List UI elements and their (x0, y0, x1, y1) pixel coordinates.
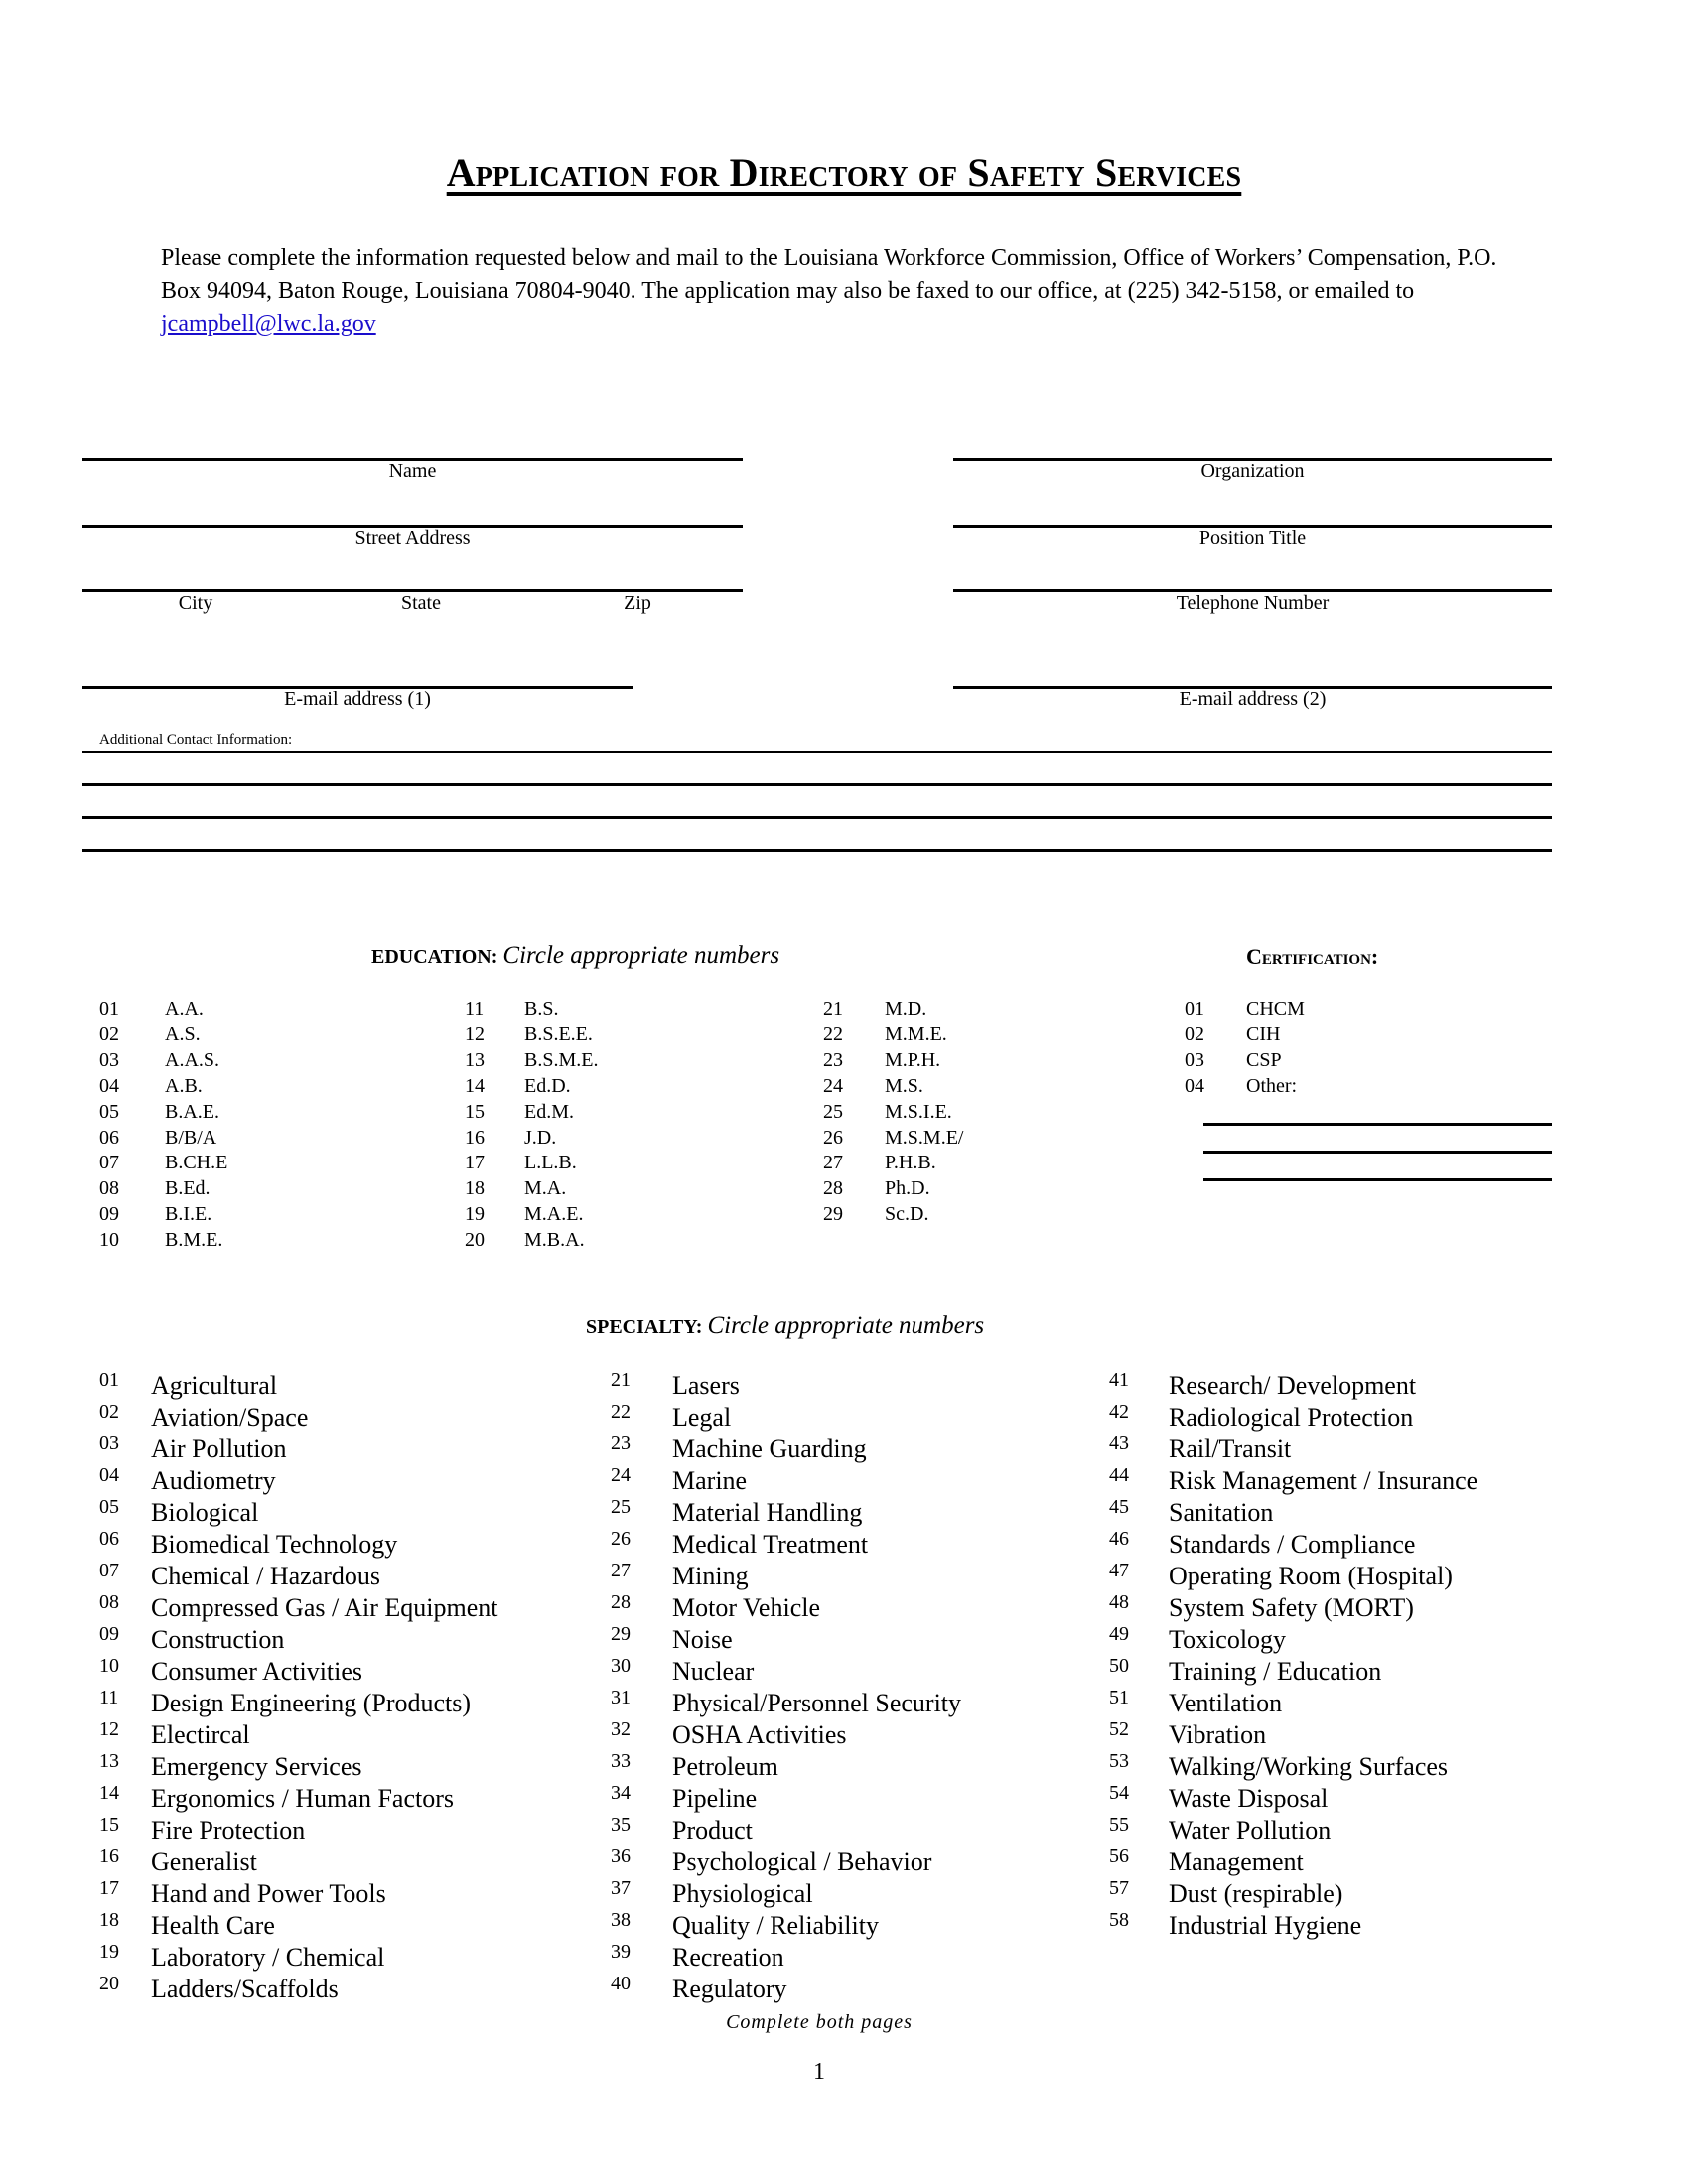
specialty-option-number[interactable]: 54 (1109, 1782, 1129, 1804)
certification-option-label: Other: (1246, 1074, 1298, 1097)
specialty-option-number[interactable]: 57 (1109, 1877, 1129, 1899)
specialty-option-number[interactable]: 44 (1109, 1464, 1129, 1486)
education-option-label: M.P.H. (885, 1048, 941, 1071)
education-option-number[interactable]: 14 (465, 1074, 485, 1097)
specialty-option-label: Physical/Personnel Security (672, 1689, 962, 1717)
education-option-label: M.A.E. (524, 1203, 584, 1226)
telephone-label: Telephone Number (1176, 592, 1330, 614)
specialty-option-label: Vibration (1169, 1720, 1267, 1749)
education-option-label: M.S. (885, 1074, 923, 1097)
specialty-option-number[interactable]: 36 (611, 1845, 631, 1867)
specialty-option-label: Petroleum (672, 1752, 778, 1781)
state-label: State (401, 592, 441, 614)
specialty-option-number[interactable]: 19 (99, 1941, 119, 1963)
specialty-option-label: Lasers (672, 1371, 740, 1400)
specialty-option-number[interactable]: 46 (1109, 1528, 1129, 1550)
certification-option-label: CIH (1246, 1023, 1281, 1045)
specialty-heading-label: SPECIALTY: (586, 1316, 703, 1338)
specialty-option-label: Biological (151, 1498, 259, 1527)
specialty-option-label: Biomedical Technology (151, 1530, 398, 1559)
education-heading-label: EDUCATION: (371, 946, 498, 968)
specialty-option-label: Air Pollution (151, 1434, 287, 1463)
specialty-option-number[interactable]: 20 (99, 1973, 119, 1994)
specialty-option-label: Motor Vehicle (672, 1593, 820, 1622)
specialty-option-label: Machine Guarding (672, 1434, 867, 1463)
specialty-option-number[interactable]: 51 (1109, 1687, 1129, 1708)
education-option-number[interactable]: 11 (465, 998, 485, 1020)
specialty-option-label: Aviation/Space (151, 1403, 309, 1432)
education-option-number[interactable]: 29 (823, 1203, 843, 1226)
education-option-label: J.D. (524, 1126, 557, 1149)
specialty-option-label: Emergency Services (151, 1752, 362, 1781)
education-option-label: B.CH.E (165, 1152, 228, 1174)
specialty-heading (586, 1312, 984, 1340)
education-option-number[interactable]: 28 (823, 1177, 843, 1200)
education-option-number[interactable]: 27 (823, 1152, 843, 1174)
specialty-option-label: Ladders/Scaffolds (151, 1975, 339, 2003)
education-option-number[interactable]: 22 (823, 1023, 843, 1045)
specialty-option-number[interactable]: 48 (1109, 1591, 1129, 1613)
specialty-option-number[interactable]: 03 (99, 1433, 119, 1454)
specialty-option-number[interactable]: 28 (611, 1591, 631, 1613)
specialty-option-label: Psychological / Behavior (672, 1847, 932, 1876)
specialty-option-number[interactable]: 58 (1109, 1909, 1129, 1931)
specialty-option-label: Industrial Hygiene (1169, 1911, 1362, 1940)
specialty-option-label: Standards / Compliance (1169, 1530, 1416, 1559)
education-option-label: Sc.D. (885, 1203, 929, 1226)
education-option-number[interactable]: 04 (99, 1074, 119, 1097)
education-instruction: Circle appropriate numbers (502, 942, 780, 969)
certification-option-label: CSP (1246, 1048, 1282, 1071)
specialty-option-number[interactable]: 56 (1109, 1845, 1129, 1867)
specialty-option-number[interactable]: 33 (611, 1750, 631, 1772)
specialty-option-label: Design Engineering (Products) (151, 1689, 472, 1717)
specialty-option-number[interactable]: 01 (99, 1369, 119, 1391)
education-option-number[interactable]: 02 (99, 1023, 119, 1045)
specialty-option-label: Material Handling (672, 1498, 863, 1527)
additional-contact-line-4[interactable] (82, 849, 1552, 852)
specialty-option-label: Water Pollution (1169, 1816, 1332, 1844)
specialty-option-label: Dust (respirable) (1169, 1879, 1343, 1908)
education-option-number[interactable]: 20 (465, 1229, 485, 1252)
specialty-option-label: Legal (672, 1403, 732, 1432)
education-option-label: B.Ed. (165, 1177, 211, 1200)
specialty-option-label: OSHA Activities (672, 1720, 847, 1749)
additional-contact-label: Additional Contact Information: (99, 732, 293, 748)
specialty-option-number[interactable]: 07 (99, 1560, 119, 1581)
education-option-label: B.S. (524, 998, 559, 1020)
education-option-number[interactable]: 10 (99, 1229, 119, 1252)
specialty-option-number[interactable]: 39 (611, 1941, 631, 1963)
page-title: Application for Directory of Safety Services (446, 150, 1242, 195)
education-option-label: A.A.S. (165, 1048, 220, 1071)
education-option-label: A.S. (165, 1023, 201, 1045)
specialty-option-number[interactable]: 11 (99, 1687, 119, 1708)
specialty-option-label: Mining (672, 1562, 749, 1590)
specialty-option-number[interactable]: 37 (611, 1877, 631, 1899)
specialty-option-label: Toxicology (1169, 1625, 1287, 1654)
specialty-option-number[interactable]: 49 (1109, 1623, 1129, 1645)
education-option-number[interactable]: 09 (99, 1203, 119, 1226)
education-option-label: Ph.D. (885, 1177, 930, 1200)
specialty-option-number[interactable]: 55 (1109, 1814, 1129, 1836)
specialty-option-number[interactable]: 04 (99, 1464, 119, 1486)
specialty-option-label: Construction (151, 1625, 285, 1654)
education-option-number[interactable]: 03 (99, 1048, 119, 1071)
specialty-option-label: Marine (672, 1466, 748, 1495)
specialty-option-label: Regulatory (672, 1975, 787, 2003)
specialty-option-label: Product (672, 1816, 753, 1844)
education-option-number[interactable]: 17 (465, 1152, 485, 1174)
education-option-number[interactable]: 24 (823, 1074, 843, 1097)
specialty-option-number[interactable]: 52 (1109, 1718, 1129, 1740)
specialty-option-number[interactable]: 45 (1109, 1496, 1129, 1518)
additional-contact-line-2[interactable] (82, 783, 1552, 786)
specialty-option-number[interactable]: 29 (611, 1623, 631, 1645)
education-option-label: B.I.E. (165, 1203, 212, 1226)
specialty-option-number[interactable]: 21 (611, 1369, 631, 1391)
street-address-label: Street Address (354, 527, 471, 549)
page-number: 1 (813, 2059, 825, 2085)
specialty-option-label: Training / Education (1169, 1657, 1382, 1686)
certification-other-line-2[interactable] (1203, 1151, 1552, 1154)
specialty-option-number[interactable]: 16 (99, 1845, 119, 1867)
certification-other-line-1[interactable] (1203, 1123, 1552, 1126)
specialty-option-number[interactable]: 41 (1109, 1369, 1129, 1391)
intro-paragraph (161, 242, 1531, 341)
specialty-option-label: Fire Protection (151, 1816, 306, 1844)
specialty-option-label: Operating Room (Hospital) (1169, 1562, 1453, 1590)
specialty-option-number[interactable]: 05 (99, 1496, 119, 1518)
education-option-label: M.B.A. (524, 1229, 585, 1252)
specialty-option-number[interactable]: 06 (99, 1528, 119, 1550)
education-option-number[interactable]: 13 (465, 1048, 485, 1071)
education-option-number[interactable]: 16 (465, 1126, 485, 1149)
specialty-option-label: Ergonomics / Human Factors (151, 1784, 454, 1813)
intro-text: Please complete the information requested below and mail to the Louisiana Workforce Commission, Office of Workers’ Compensation, P.O. Box 94094, Baton Rouge, Louisiana 70804-9040. The application may also be faxed to our office, at (225) 342-5158, or emailed to (161, 245, 1497, 304)
education-option-number[interactable]: 25 (823, 1100, 843, 1123)
certification-option-number[interactable]: 04 (1185, 1074, 1204, 1097)
specialty-option-label: Quality / Reliability (672, 1911, 879, 1940)
education-option-label: B.S.M.E. (524, 1048, 599, 1071)
education-option-number[interactable]: 12 (465, 1023, 485, 1045)
specialty-option-number[interactable]: 10 (99, 1655, 119, 1677)
specialty-option-label: Generalist (151, 1847, 257, 1876)
organization-label: Organization (1200, 460, 1305, 481)
additional-contact-line-1[interactable] (82, 751, 1552, 753)
specialty-option-number[interactable]: 43 (1109, 1433, 1129, 1454)
email1-label: E-mail address (1) (284, 688, 431, 710)
education-option-label: Ed.M. (524, 1100, 574, 1123)
specialty-option-number[interactable]: 47 (1109, 1560, 1129, 1581)
page-title-wrap (0, 149, 1688, 196)
specialty-option-label: Ventilation (1169, 1689, 1283, 1717)
certification-option-number[interactable]: 02 (1185, 1023, 1204, 1045)
specialty-option-label: Compressed Gas / Air Equipment (151, 1593, 498, 1622)
specialty-option-label: Risk Management / Insurance (1169, 1466, 1478, 1495)
name-label: Name (388, 460, 437, 481)
specialty-option-number[interactable]: 14 (99, 1782, 119, 1804)
specialty-option-number[interactable]: 17 (99, 1877, 119, 1899)
education-option-number[interactable]: 18 (465, 1177, 485, 1200)
specialty-option-number[interactable]: 23 (611, 1433, 631, 1454)
specialty-option-number[interactable]: 50 (1109, 1655, 1129, 1677)
specialty-option-number[interactable]: 32 (611, 1718, 631, 1740)
specialty-option-number[interactable]: 27 (611, 1560, 631, 1581)
education-option-label: P.H.B. (885, 1152, 936, 1174)
education-option-label: L.L.B. (524, 1152, 577, 1174)
email2-label: E-mail address (2) (1179, 688, 1327, 710)
specialty-option-label: Sanitation (1169, 1498, 1274, 1527)
specialty-option-label: Waste Disposal (1169, 1784, 1329, 1813)
specialty-option-number[interactable]: 53 (1109, 1750, 1129, 1772)
education-option-number[interactable]: 15 (465, 1100, 485, 1123)
specialty-option-label: Consumer Activities (151, 1657, 363, 1686)
specialty-option-number[interactable]: 31 (611, 1687, 631, 1708)
education-option-number[interactable]: 01 (99, 998, 119, 1020)
certification-heading: Certification: (1246, 944, 1379, 969)
specialty-option-label: Health Care (151, 1911, 275, 1940)
specialty-option-number[interactable]: 15 (99, 1814, 119, 1836)
specialty-option-label: Chemical / Hazardous (151, 1562, 381, 1590)
specialty-option-label: Electircal (151, 1720, 250, 1749)
specialty-option-number[interactable]: 38 (611, 1909, 631, 1931)
specialty-option-label: Radiological Protection (1169, 1403, 1414, 1432)
specialty-option-label: Research/ Development (1169, 1371, 1417, 1400)
specialty-option-number[interactable]: 08 (99, 1591, 119, 1613)
specialty-option-label: Agricultural (151, 1371, 278, 1400)
specialty-option-number[interactable]: 18 (99, 1909, 119, 1931)
specialty-option-label: Noise (672, 1625, 733, 1654)
email-link[interactable]: jcampbell@lwc.la.gov (161, 311, 376, 337)
specialty-option-label: Rail/Transit (1169, 1434, 1292, 1463)
certification-other-line-3[interactable] (1203, 1178, 1552, 1181)
specialty-option-label: Hand and Power Tools (151, 1879, 386, 1908)
education-option-label: B/B/A (165, 1126, 217, 1149)
specialty-option-label: Pipeline (672, 1784, 758, 1813)
education-option-number[interactable]: 19 (465, 1203, 485, 1226)
education-option-number[interactable]: 05 (99, 1100, 119, 1123)
education-option-label: B.S.E.E. (524, 1023, 593, 1045)
education-option-number[interactable]: 06 (99, 1126, 119, 1149)
specialty-option-number[interactable]: 13 (99, 1750, 119, 1772)
certification-option-number[interactable]: 03 (1185, 1048, 1204, 1071)
education-option-label: M.S.I.E. (885, 1100, 952, 1123)
specialty-instruction: Circle appropriate numbers (707, 1312, 985, 1339)
education-heading (371, 942, 779, 970)
complete-both-pages-note: Complete both pages (726, 2011, 913, 2033)
specialty-option-label: Recreation (672, 1943, 784, 1972)
education-option-label: Ed.D. (524, 1074, 571, 1097)
specialty-option-label: Nuclear (672, 1657, 755, 1686)
zip-label: Zip (624, 592, 651, 614)
specialty-option-number[interactable]: 12 (99, 1718, 119, 1740)
specialty-option-number[interactable]: 34 (611, 1782, 631, 1804)
specialty-option-label: Medical Treatment (672, 1530, 869, 1559)
specialty-option-number[interactable]: 24 (611, 1464, 631, 1486)
education-option-label: B.A.E. (165, 1100, 219, 1123)
certification-option-label: CHCM (1246, 998, 1305, 1020)
education-option-label: A.A. (165, 998, 204, 1020)
education-option-number[interactable]: 26 (823, 1126, 843, 1149)
position-title-label: Position Title (1198, 527, 1307, 549)
education-option-label: A.B. (165, 1074, 203, 1097)
specialty-option-number[interactable]: 26 (611, 1528, 631, 1550)
education-option-label: B.M.E. (165, 1229, 223, 1252)
education-option-number[interactable]: 08 (99, 1177, 119, 1200)
specialty-option-number[interactable]: 22 (611, 1401, 631, 1423)
education-option-label: M.M.E. (885, 1023, 947, 1045)
specialty-option-label: Walking/Working Surfaces (1169, 1752, 1449, 1781)
specialty-option-number[interactable]: 25 (611, 1496, 631, 1518)
specialty-option-number[interactable]: 09 (99, 1623, 119, 1645)
city-label: City (178, 592, 213, 614)
specialty-option-number[interactable]: 30 (611, 1655, 631, 1677)
education-option-label: M.S.M.E/ (885, 1126, 964, 1149)
specialty-option-label: System Safety (MORT) (1169, 1593, 1414, 1622)
specialty-option-number[interactable]: 42 (1109, 1401, 1129, 1423)
education-option-number[interactable]: 23 (823, 1048, 843, 1071)
specialty-option-number[interactable]: 35 (611, 1814, 631, 1836)
additional-contact-line-3[interactable] (82, 816, 1552, 819)
specialty-option-label: Audiometry (151, 1466, 276, 1495)
specialty-option-number[interactable]: 40 (611, 1973, 631, 1994)
education-option-label: M.A. (524, 1177, 567, 1200)
education-option-number[interactable]: 07 (99, 1152, 119, 1174)
education-option-label: M.D. (885, 998, 927, 1020)
certification-option-number[interactable]: 01 (1185, 998, 1204, 1020)
education-option-number[interactable]: 21 (823, 998, 843, 1020)
specialty-option-number[interactable]: 02 (99, 1401, 119, 1423)
specialty-option-label: Management (1169, 1847, 1304, 1876)
specialty-option-label: Physiological (672, 1879, 813, 1908)
specialty-option-label: Laboratory / Chemical (151, 1943, 385, 1972)
